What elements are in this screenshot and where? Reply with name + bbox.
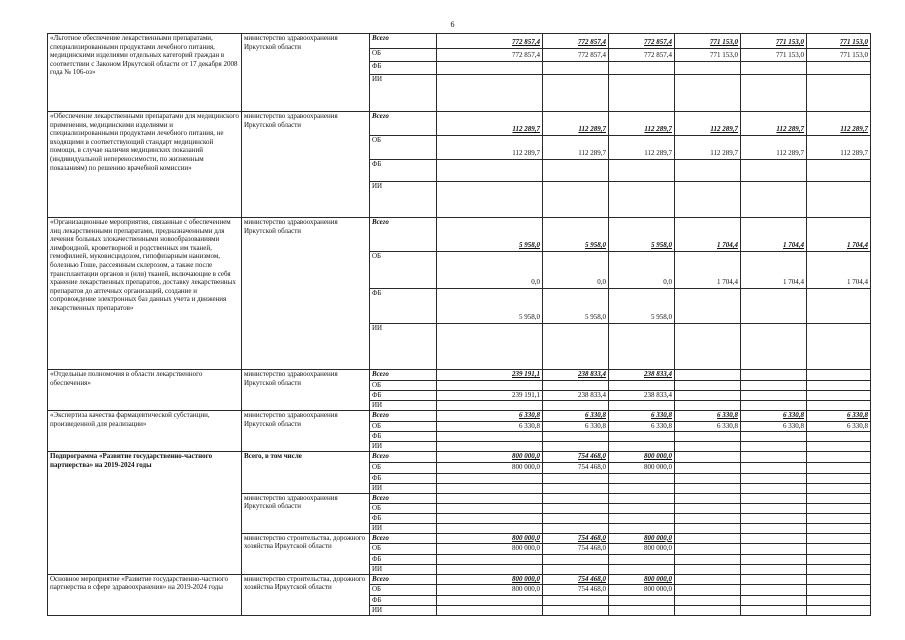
- amount-cell: 754 468,0: [543, 574, 609, 585]
- amount-cell: [609, 493, 675, 503]
- funding-source-cell: ФБ: [370, 390, 437, 401]
- amount-cell: [675, 442, 741, 452]
- amount-cell: [807, 289, 871, 324]
- funding-source-cell: ФБ: [370, 554, 437, 564]
- funding-source-cell: Всего: [370, 411, 437, 422]
- amount-cell: 112 289,7: [675, 136, 741, 160]
- amount-cell: [609, 595, 675, 605]
- amount-cell: [675, 564, 741, 574]
- amount-cell: [437, 432, 543, 442]
- amount-cell: [437, 564, 543, 574]
- amount-cell: 112 289,7: [543, 136, 609, 160]
- funding-source-cell: ИИ: [370, 483, 437, 493]
- amount-cell: [543, 324, 609, 370]
- amount-cell: [807, 513, 871, 523]
- amount-cell: [741, 462, 807, 473]
- amount-cell: 6 330,8: [437, 411, 543, 422]
- amount-cell: 6 330,8: [437, 421, 543, 432]
- amount-cell: 112 289,7: [543, 112, 609, 136]
- amount-cell: 238 833,4: [543, 370, 609, 381]
- amount-cell: [437, 380, 543, 390]
- amount-cell: [609, 483, 675, 493]
- table-row: [48, 411, 871, 422]
- amount-cell: [741, 564, 807, 574]
- program-name-cell: «Обеспечение лекарственными препаратами для медицинского применения, медицинскими изделиями и специализированными продуктами лечебного питания, не входящими в соответствующий стандарт медицинской помощи, в случае наличия медицинских показаний (индивидуальной непереносимости, по жизненным показаниям) по решению врачебной комиссии»: [48, 112, 242, 218]
- amount-cell: [543, 432, 609, 442]
- amount-cell: 800 000,0: [609, 533, 675, 544]
- amount-cell: [741, 605, 807, 615]
- amount-cell: [675, 544, 741, 555]
- amount-cell: [807, 544, 871, 555]
- executor-cell: министерство строительства, дорожного хозяйства Иркутской области: [242, 574, 370, 615]
- amount-cell: 1 704,4: [741, 218, 807, 252]
- amount-cell: [543, 513, 609, 523]
- amount-cell: 771 153,0: [675, 34, 741, 49]
- amount-cell: 112 289,7: [437, 112, 543, 136]
- funding-source-cell: ФБ: [370, 62, 437, 75]
- amount-cell: [741, 289, 807, 324]
- amount-cell: 112 289,7: [807, 112, 871, 136]
- funding-source-cell: Всего: [370, 493, 437, 503]
- amount-cell: [543, 595, 609, 605]
- amount-cell: 800 000,0: [437, 462, 543, 473]
- funding-source-cell: ФБ: [370, 595, 437, 605]
- amount-cell: [807, 160, 871, 182]
- amount-cell: 1 704,4: [675, 218, 741, 252]
- amount-cell: 5 958,0: [609, 218, 675, 252]
- amount-cell: 1 704,4: [807, 252, 871, 289]
- amount-cell: [741, 483, 807, 493]
- amount-cell: [807, 182, 871, 218]
- executor-cell: министерство здравоохранения Иркутской области: [242, 34, 370, 112]
- amount-cell: [807, 564, 871, 574]
- amount-cell: [675, 473, 741, 483]
- executor-cell: министерство здравоохранения Иркутской области: [242, 411, 370, 452]
- budget-table: [47, 33, 871, 616]
- amount-cell: 772 857,4: [543, 49, 609, 62]
- amount-cell: [437, 75, 543, 112]
- amount-cell: [437, 442, 543, 452]
- amount-cell: 0,0: [543, 252, 609, 289]
- amount-cell: [437, 503, 543, 513]
- funding-source-cell: ОБ: [370, 544, 437, 555]
- amount-cell: [609, 554, 675, 564]
- amount-cell: [609, 442, 675, 452]
- amount-cell: [741, 574, 807, 585]
- amount-cell: [741, 442, 807, 452]
- amount-cell: [543, 473, 609, 483]
- amount-cell: [609, 160, 675, 182]
- amount-cell: 771 153,0: [741, 34, 807, 49]
- amount-cell: [807, 442, 871, 452]
- funding-source-cell: Всего: [370, 452, 437, 463]
- amount-cell: [741, 182, 807, 218]
- amount-cell: [741, 432, 807, 442]
- amount-cell: [807, 370, 871, 381]
- amount-cell: [437, 62, 543, 75]
- amount-cell: [807, 401, 871, 411]
- program-name-cell: «Отдельные полномочия в области лекарственного обеспечения»: [48, 370, 242, 411]
- amount-cell: [675, 493, 741, 503]
- amount-cell: 754 468,0: [543, 585, 609, 596]
- amount-cell: 112 289,7: [609, 136, 675, 160]
- funding-source-cell: Всего: [370, 533, 437, 544]
- amount-cell: [741, 554, 807, 564]
- funding-source-cell: ОБ: [370, 585, 437, 596]
- executor-cell: министерство строительства, дорожного хозяйства Иркутской области: [242, 533, 370, 574]
- amount-cell: 6 330,8: [741, 421, 807, 432]
- amount-cell: 754 468,0: [543, 544, 609, 555]
- funding-source-cell: Всего: [370, 34, 437, 49]
- amount-cell: [437, 513, 543, 523]
- amount-cell: [741, 160, 807, 182]
- amount-cell: [609, 432, 675, 442]
- amount-cell: 800 000,0: [609, 462, 675, 473]
- amount-cell: 0,0: [609, 252, 675, 289]
- amount-cell: [437, 160, 543, 182]
- amount-cell: 772 857,4: [543, 34, 609, 49]
- amount-cell: [609, 523, 675, 533]
- amount-cell: [675, 523, 741, 533]
- amount-cell: [437, 473, 543, 483]
- amount-cell: [741, 390, 807, 401]
- program-name-cell: Основное мероприятие «Развитие государственно-частного партнерства в сфере здравоохранения» на 2019-2024 годы: [48, 574, 242, 615]
- program-name-cell: «Организационные мероприятия, связанные с обеспечением лиц лекарственными препаратами, предназначенными для лечения больных злокачественными новообразованиями лимфоидной, кроветворной и родственных им тканей, гемофилией, муковисцидозом, гипофизарным нанизмом, болезнью Гоше, рассеянным склерозом, а также после трансплантации органов и (или) тканей, включающие в себя хранение лекарственных препаратов, доставку лекарственных препаратов до аптечных организаций, создание и сопровождение электронных баз данных учета и движения лекарственных препаратов»: [48, 218, 242, 370]
- amount-cell: 5 958,0: [609, 289, 675, 324]
- amount-cell: 800 000,0: [437, 574, 543, 585]
- amount-cell: [675, 370, 741, 381]
- executor-cell: Всего, в том числе: [242, 452, 370, 493]
- amount-cell: [675, 595, 741, 605]
- amount-cell: [807, 452, 871, 463]
- amount-cell: [741, 503, 807, 513]
- amount-cell: [807, 462, 871, 473]
- amount-cell: 754 468,0: [543, 452, 609, 463]
- amount-cell: [675, 503, 741, 513]
- amount-cell: [807, 390, 871, 401]
- amount-cell: [675, 574, 741, 585]
- amount-cell: [609, 605, 675, 615]
- amount-cell: [609, 182, 675, 218]
- amount-cell: 5 958,0: [437, 218, 543, 252]
- amount-cell: [437, 483, 543, 493]
- amount-cell: 238 833,4: [609, 390, 675, 401]
- amount-cell: [675, 533, 741, 544]
- amount-cell: [675, 324, 741, 370]
- amount-cell: 112 289,7: [741, 112, 807, 136]
- program-name-cell: Подпрограмма «Развитие государственно-частного партнерства» на 2019-2024 годы: [48, 452, 242, 574]
- amount-cell: [741, 62, 807, 75]
- amount-cell: [609, 473, 675, 483]
- amount-cell: [675, 513, 741, 523]
- amount-cell: [675, 62, 741, 75]
- amount-cell: [741, 533, 807, 544]
- amount-cell: 0,0: [437, 252, 543, 289]
- amount-cell: 238 833,4: [543, 390, 609, 401]
- funding-source-cell: ИИ: [370, 182, 437, 218]
- funding-source-cell: ОБ: [370, 252, 437, 289]
- funding-source-cell: ОБ: [370, 49, 437, 62]
- funding-source-cell: ИИ: [370, 75, 437, 112]
- amount-cell: [807, 503, 871, 513]
- funding-source-cell: ИИ: [370, 442, 437, 452]
- amount-cell: 6 330,8: [741, 411, 807, 422]
- funding-source-cell: ФБ: [370, 289, 437, 324]
- amount-cell: 6 330,8: [609, 421, 675, 432]
- amount-cell: [741, 324, 807, 370]
- amount-cell: 239 191,1: [437, 370, 543, 381]
- amount-cell: [675, 390, 741, 401]
- amount-cell: 771 153,0: [807, 49, 871, 62]
- amount-cell: 754 468,0: [543, 533, 609, 544]
- funding-source-cell: ИИ: [370, 324, 437, 370]
- executor-cell: министерство здравоохранения Иркутской области: [242, 493, 370, 533]
- amount-cell: [609, 513, 675, 523]
- amount-cell: [807, 554, 871, 564]
- amount-cell: [675, 554, 741, 564]
- amount-cell: [675, 483, 741, 493]
- funding-source-cell: ОБ: [370, 462, 437, 473]
- amount-cell: [807, 75, 871, 112]
- amount-cell: [609, 401, 675, 411]
- amount-cell: 1 704,4: [675, 252, 741, 289]
- amount-cell: 112 289,7: [741, 136, 807, 160]
- amount-cell: [807, 574, 871, 585]
- amount-cell: [609, 75, 675, 112]
- amount-cell: [675, 452, 741, 463]
- amount-cell: [543, 62, 609, 75]
- amount-cell: [807, 605, 871, 615]
- amount-cell: 800 000,0: [437, 533, 543, 544]
- funding-source-cell: ОБ: [370, 421, 437, 432]
- amount-cell: [543, 75, 609, 112]
- amount-cell: 771 153,0: [807, 34, 871, 49]
- amount-cell: 6 330,8: [675, 411, 741, 422]
- amount-cell: [609, 380, 675, 390]
- amount-cell: [741, 595, 807, 605]
- amount-cell: 800 000,0: [609, 574, 675, 585]
- amount-cell: [543, 380, 609, 390]
- funding-source-cell: ФБ: [370, 513, 437, 523]
- amount-cell: 6 330,8: [807, 411, 871, 422]
- table-row: [48, 34, 871, 49]
- amount-cell: [543, 182, 609, 218]
- amount-cell: [437, 493, 543, 503]
- amount-cell: [675, 432, 741, 442]
- funding-source-cell: ОБ: [370, 136, 437, 160]
- amount-cell: [807, 523, 871, 533]
- amount-cell: [741, 585, 807, 596]
- amount-cell: [437, 554, 543, 564]
- amount-cell: 772 857,4: [437, 34, 543, 49]
- amount-cell: [807, 493, 871, 503]
- amount-cell: 800 000,0: [437, 452, 543, 463]
- amount-cell: 800 000,0: [437, 544, 543, 555]
- amount-cell: 112 289,7: [437, 136, 543, 160]
- amount-cell: [741, 493, 807, 503]
- amount-cell: [807, 595, 871, 605]
- amount-cell: [543, 442, 609, 452]
- amount-cell: 112 289,7: [609, 112, 675, 136]
- amount-cell: 6 330,8: [675, 421, 741, 432]
- amount-cell: 800 000,0: [437, 585, 543, 596]
- amount-cell: [437, 401, 543, 411]
- amount-cell: 6 330,8: [807, 421, 871, 432]
- amount-cell: [807, 483, 871, 493]
- amount-cell: [741, 544, 807, 555]
- amount-cell: 6 330,8: [609, 411, 675, 422]
- amount-cell: [741, 370, 807, 381]
- amount-cell: [609, 503, 675, 513]
- amount-cell: 6 330,8: [543, 421, 609, 432]
- amount-cell: [807, 585, 871, 596]
- amount-cell: 800 000,0: [609, 452, 675, 463]
- funding-source-cell: ИИ: [370, 523, 437, 533]
- amount-cell: [741, 452, 807, 463]
- amount-cell: [741, 380, 807, 390]
- page-number: 6: [450, 20, 455, 29]
- funding-source-cell: ФБ: [370, 160, 437, 182]
- table-row: [48, 452, 871, 463]
- amount-cell: 239 191,1: [437, 390, 543, 401]
- amount-cell: [741, 523, 807, 533]
- amount-cell: [675, 605, 741, 615]
- amount-cell: [543, 493, 609, 503]
- amount-cell: 1 704,4: [807, 218, 871, 252]
- executor-cell: министерство здравоохранения Иркутской области: [242, 112, 370, 218]
- amount-cell: 5 958,0: [543, 218, 609, 252]
- funding-source-cell: ОБ: [370, 380, 437, 390]
- amount-cell: [543, 503, 609, 513]
- funding-source-cell: ИИ: [370, 401, 437, 411]
- amount-cell: [543, 523, 609, 533]
- amount-cell: [437, 523, 543, 533]
- amount-cell: [741, 473, 807, 483]
- amount-cell: [543, 564, 609, 574]
- amount-cell: [543, 554, 609, 564]
- amount-cell: 238 833,4: [609, 370, 675, 381]
- amount-cell: [675, 289, 741, 324]
- amount-cell: [543, 401, 609, 411]
- amount-cell: [807, 324, 871, 370]
- amount-cell: [807, 380, 871, 390]
- funding-source-cell: ИИ: [370, 605, 437, 615]
- amount-cell: [437, 595, 543, 605]
- amount-cell: [437, 605, 543, 615]
- amount-cell: [543, 483, 609, 493]
- amount-cell: [609, 62, 675, 75]
- amount-cell: 6 330,8: [543, 411, 609, 422]
- amount-cell: [807, 533, 871, 544]
- funding-source-cell: Всего: [370, 370, 437, 381]
- amount-cell: 772 857,4: [437, 49, 543, 62]
- amount-cell: 800 000,0: [609, 544, 675, 555]
- amount-cell: [543, 160, 609, 182]
- amount-cell: 771 153,0: [675, 49, 741, 62]
- program-name-cell: «Экспертиза качества фармацевтической субстанции, произведенной для реализации»: [48, 411, 242, 452]
- amount-cell: 771 153,0: [741, 49, 807, 62]
- amount-cell: [675, 585, 741, 596]
- amount-cell: [741, 513, 807, 523]
- funding-source-cell: Всего: [370, 574, 437, 585]
- funding-source-cell: Всего: [370, 112, 437, 136]
- table-row: [48, 218, 871, 252]
- amount-cell: [437, 324, 543, 370]
- amount-cell: [675, 182, 741, 218]
- amount-cell: [807, 62, 871, 75]
- amount-cell: [741, 401, 807, 411]
- amount-cell: [675, 75, 741, 112]
- amount-cell: 800 000,0: [609, 585, 675, 596]
- amount-cell: [609, 564, 675, 574]
- funding-source-cell: ОБ: [370, 503, 437, 513]
- amount-cell: 754 468,0: [543, 462, 609, 473]
- amount-cell: [675, 160, 741, 182]
- amount-cell: 112 289,7: [807, 136, 871, 160]
- amount-cell: [675, 462, 741, 473]
- amount-cell: [675, 401, 741, 411]
- executor-cell: министерство здравоохранения Иркутской области: [242, 370, 370, 411]
- table-row: [48, 370, 871, 381]
- amount-cell: 5 958,0: [437, 289, 543, 324]
- amount-cell: 772 857,4: [609, 34, 675, 49]
- table-row: [48, 574, 871, 585]
- amount-cell: 112 289,7: [675, 112, 741, 136]
- funding-source-cell: ИИ: [370, 564, 437, 574]
- amount-cell: [807, 473, 871, 483]
- table-row: [48, 112, 871, 136]
- program-name-cell: «Льготное обеспечение лекарственными препаратами, специализированными продуктами лечебного питания, медицинскими изделиями отдельных категорий граждан в соответствии с Законом Иркутской области от 17 декабря 2008 года № 106-оз»: [48, 34, 242, 112]
- funding-source-cell: ФБ: [370, 473, 437, 483]
- amount-cell: 1 704,4: [741, 252, 807, 289]
- funding-source-cell: ФБ: [370, 432, 437, 442]
- amount-cell: [675, 380, 741, 390]
- amount-cell: [437, 182, 543, 218]
- funding-source-cell: Всего: [370, 218, 437, 252]
- amount-cell: [807, 432, 871, 442]
- amount-cell: [741, 75, 807, 112]
- amount-cell: [609, 324, 675, 370]
- amount-cell: [543, 605, 609, 615]
- executor-cell: министерство здравоохранения Иркутской области: [242, 218, 370, 370]
- amount-cell: 5 958,0: [543, 289, 609, 324]
- amount-cell: 772 857,4: [609, 49, 675, 62]
